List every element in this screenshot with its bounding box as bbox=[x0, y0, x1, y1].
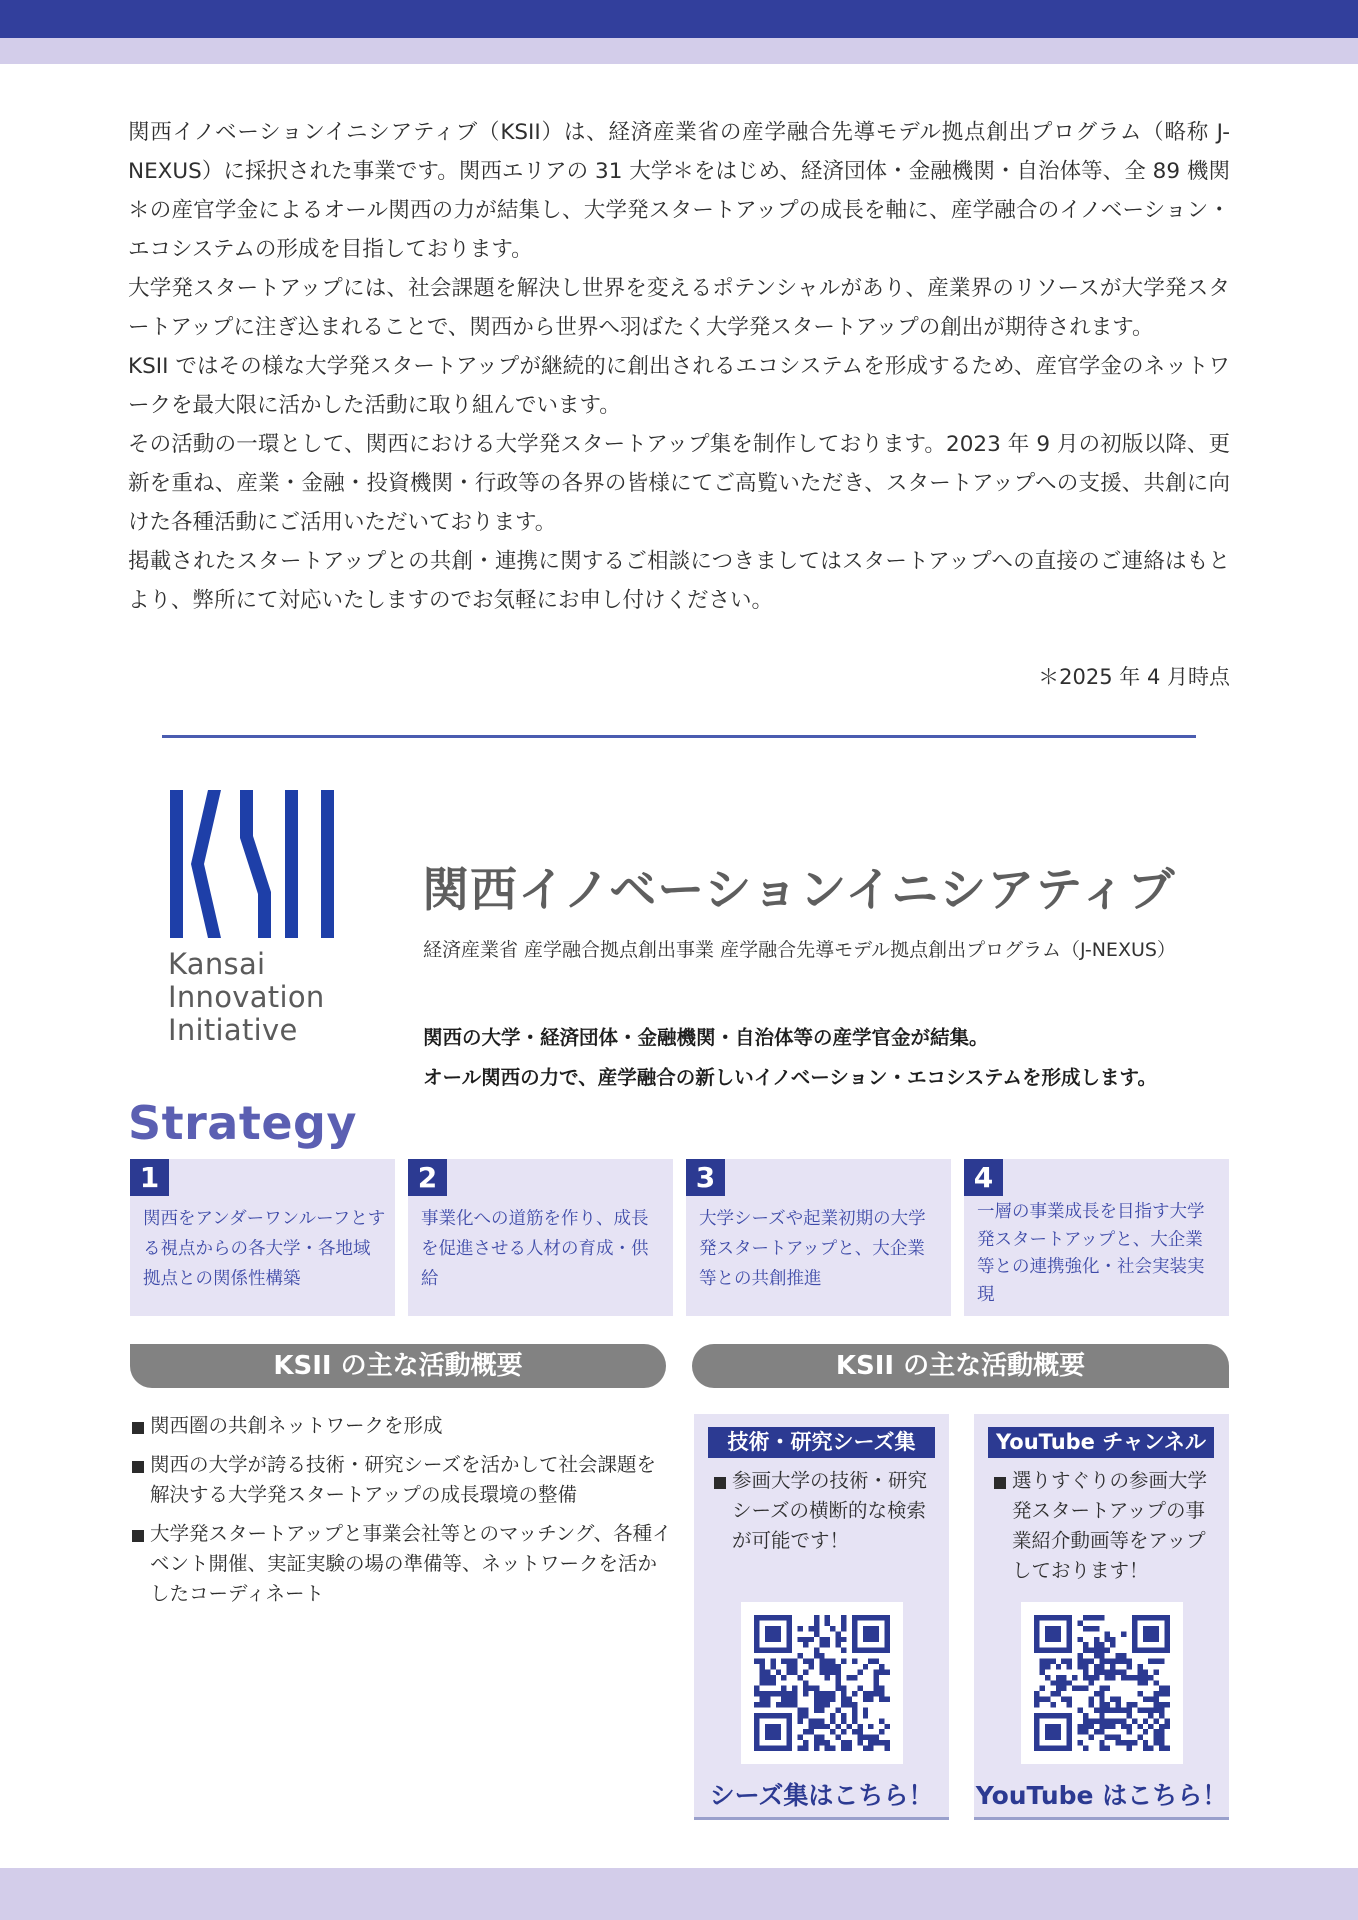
card-text-body: 選りすぐりの参画大学発スタートアップの事業紹介動画等をアップしております！ bbox=[1012, 1469, 1208, 1582]
strategy-number: 2 bbox=[408, 1159, 447, 1196]
square-bullet-icon bbox=[994, 1477, 1006, 1489]
logo-line: Innovation bbox=[168, 980, 325, 1014]
strategy-text: 関西をアンダーワンルーフとする視点からの各大学・各地域拠点との関係性構築 bbox=[143, 1209, 386, 1289]
top-band bbox=[0, 0, 1358, 38]
seeds-link[interactable]: シーズ集はこちら！ bbox=[709, 1781, 934, 1810]
strategy-number: 3 bbox=[686, 1159, 725, 1196]
bottom-band bbox=[0, 1868, 1358, 1920]
square-bullet-icon bbox=[132, 1461, 144, 1473]
card-text-body: 参画大学の技術・研究シーズの横断的な検索が可能です！ bbox=[732, 1469, 928, 1552]
ksii-logo-mark bbox=[168, 788, 338, 943]
intro-paragraph: 関西イノベーションイニシアティブ（KSII）は、経済産業省の産学融合先導モデル拠点創出プログラム（略称 J-NEXUS）に採択された事業です。関西エリアの 31 大学＊をはじめ、経済団体・金融機関・自治体等、全 89 機関＊の産官学金によるオール関西の力が結集し、大学発スタートアップの成長を軸に、産学融合のイノベーション・エコシステムの形成を目指しております。 bbox=[128, 120, 1230, 262]
org-desc-line: オール関西の力で、産学融合の新しいイノベーション・エコシステムを形成します。 bbox=[423, 1066, 1157, 1089]
strategy-item bbox=[964, 1159, 1229, 1316]
org-title: 関西イノベーションイニシアティブ bbox=[422, 863, 1176, 918]
org-subtitle: 経済産業省 産学融合拠点創出事業 産学融合先導モデル拠点創出プログラム（J-NEXUS） bbox=[423, 939, 1176, 961]
qr-code-icon bbox=[754, 1615, 890, 1751]
intro-paragraph: KSII ではその様な大学発スタートアップが継続的に創出されるエコシステムを形成するため、産官学金のネットワークを最大限に活かした活動に取り組んでいます。 bbox=[128, 354, 1230, 418]
strategy-title: Strategy bbox=[128, 1096, 357, 1150]
list-item-text: 大学発スタートアップと事業会社等とのマッチング、各種イベント開催、実証実験の場の準備等、ネットワークを活かしたコーディネート bbox=[150, 1522, 672, 1605]
activities-heading-right: KSII の主な活動概要 bbox=[692, 1344, 1229, 1388]
activities-list bbox=[132, 1411, 672, 1618]
strategy-text: 一層の事業成長を目指す大学発スタートアップと、大企業等との連携強化・社会実装実現 bbox=[977, 1202, 1205, 1305]
list-item bbox=[132, 1450, 672, 1510]
card-rule bbox=[974, 1817, 1229, 1820]
square-bullet-icon bbox=[132, 1530, 144, 1542]
card-text bbox=[994, 1466, 1216, 1586]
section-divider bbox=[162, 735, 1196, 738]
org-description bbox=[423, 1018, 1157, 1098]
youtube-qr-code[interactable] bbox=[1021, 1602, 1183, 1764]
card-heading: 技術・研究シーズ集 bbox=[708, 1427, 935, 1458]
logo-wordmark bbox=[168, 948, 325, 1047]
youtube-link[interactable]: YouTube はこちら！ bbox=[975, 1781, 1228, 1810]
strategy-text: 大学シーズや起業初期の大学発スタートアップと、大企業等との共創推進 bbox=[699, 1209, 926, 1289]
card-rule bbox=[694, 1817, 949, 1820]
qr-code-icon bbox=[1034, 1615, 1170, 1751]
card-description bbox=[714, 1466, 936, 1556]
card-description bbox=[994, 1466, 1216, 1586]
strategy-item bbox=[408, 1159, 673, 1316]
list-item bbox=[132, 1411, 672, 1441]
intro-paragraph: 掲載されたスタートアップとの共創・連携に関するご相談につきましてはスタートアップへの直接のご連絡はもとより、弊所にて対応いたしますのでお気軽にお申し付けください。 bbox=[128, 549, 1230, 613]
intro-section bbox=[128, 113, 1230, 689]
strategy-number: 1 bbox=[130, 1159, 169, 1196]
seeds-qr-code[interactable] bbox=[741, 1602, 903, 1764]
card-heading: YouTube チャンネル bbox=[988, 1427, 1214, 1458]
activities-heading-left: KSII の主な活動概要 bbox=[130, 1344, 666, 1388]
org-desc-line: 関西の大学・経済団体・金融機関・自治体等の産学官金が結集。 bbox=[423, 1026, 989, 1049]
strategy-text: 事業化への道筋を作り、成長を促進させる人材の育成・供給 bbox=[421, 1209, 649, 1289]
intro-paragraph: 大学発スタートアップには、社会課題を解決し世界を変えるポテンシャルがあり、産業界のリソースが大学発スタートアップに注ぎ込まれることで、関西から世界へ羽ばたく大学発スタートアップの創出が期待されます。 bbox=[128, 276, 1230, 340]
list-item-text: 関西圏の共創ネットワークを形成 bbox=[150, 1414, 443, 1437]
list-item-text: 関西の大学が誇る技術・研究シーズを活かして社会課題を解決する大学発スタートアップの成長環境の整備 bbox=[150, 1453, 657, 1506]
strategy-number: 4 bbox=[964, 1159, 1003, 1196]
date-note: ＊2025 年 4 月時点 bbox=[1038, 665, 1230, 689]
square-bullet-icon bbox=[132, 1422, 144, 1434]
square-bullet-icon bbox=[714, 1477, 726, 1489]
logo-line: Initiative bbox=[168, 1013, 298, 1047]
strategy-item bbox=[130, 1159, 395, 1316]
list-item bbox=[132, 1519, 672, 1609]
card-text bbox=[714, 1466, 936, 1556]
intro-paragraph: その活動の一環として、関西における大学発スタートアップ集を制作しております。2023 年 9 月の初版以降、更新を重ね、産業・金融・投資機関・行政等の各界の皆様にてご高覧いただき、スタートアップへの支援、共創に向けた各種活動にご活用いただいております。 bbox=[128, 432, 1230, 535]
logo-line: Kansai bbox=[168, 947, 266, 981]
youtube-card bbox=[974, 1414, 1229, 1820]
top-band-light bbox=[0, 38, 1358, 64]
strategy-item bbox=[686, 1159, 951, 1316]
seeds-card bbox=[694, 1414, 949, 1820]
